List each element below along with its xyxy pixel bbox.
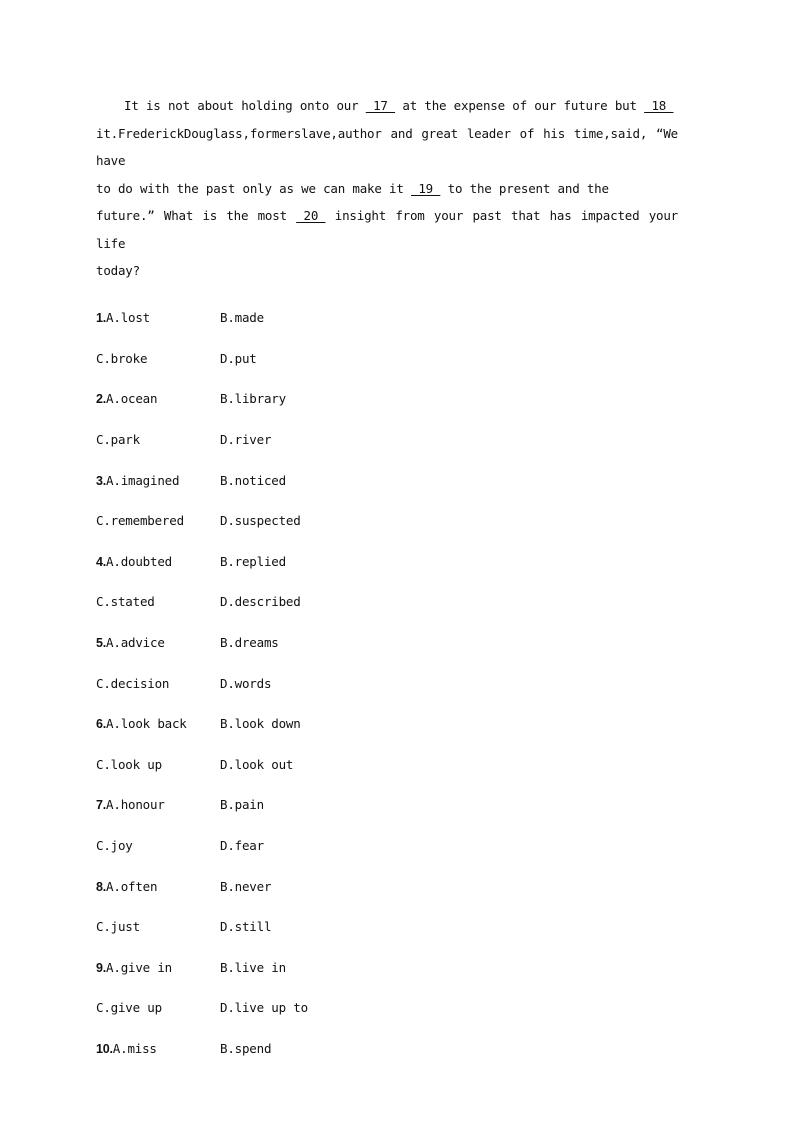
question-option-row — [96, 500, 678, 541]
option-right — [220, 391, 286, 406]
option-text: C.remembered — [96, 513, 184, 529]
question-number-dot: . — [102, 473, 107, 488]
option-left — [96, 1000, 220, 1015]
question-option-row — [96, 541, 678, 582]
question-option-row — [96, 1028, 678, 1069]
option-left — [96, 513, 220, 528]
option-right — [220, 919, 271, 934]
passage-text: at the expense of our future but — [395, 98, 645, 113]
option-right — [220, 1000, 308, 1015]
question-option-row — [96, 866, 678, 907]
question-list — [96, 298, 678, 1069]
question-option-row — [96, 419, 678, 460]
option-text: A.imagined — [106, 472, 180, 488]
question-number-dot: . — [102, 636, 107, 651]
option-text: A.honour — [106, 797, 165, 813]
option-text: D.still — [220, 919, 272, 935]
option-text: C.broke — [96, 350, 148, 366]
question-number: 3 — [96, 473, 103, 488]
option-left — [96, 919, 220, 934]
option-text: B.never — [220, 878, 272, 894]
option-left — [96, 310, 220, 325]
option-left — [96, 797, 220, 812]
option-right — [220, 310, 264, 325]
question-number-dot: . — [102, 879, 107, 894]
option-left — [96, 879, 220, 894]
question-number-dot: . — [102, 960, 107, 975]
answer-blank: 19 — [411, 180, 441, 196]
option-text: B.dreams — [220, 635, 279, 651]
question-number: 2 — [96, 392, 103, 407]
option-left — [96, 391, 220, 406]
option-text: C.decision — [96, 675, 170, 691]
option-right — [220, 1041, 271, 1056]
option-text: D.described — [220, 594, 301, 610]
question-number-dot: . — [102, 798, 107, 813]
option-left — [96, 594, 220, 609]
option-text: D.river — [220, 432, 272, 448]
question-number: 8 — [96, 879, 103, 894]
option-right — [220, 594, 301, 609]
question-option-row — [96, 460, 678, 501]
option-right — [220, 757, 293, 772]
option-left — [96, 757, 220, 772]
option-right — [220, 635, 279, 650]
option-text: D.live up to — [220, 1000, 308, 1016]
option-right — [220, 432, 271, 447]
option-left — [96, 960, 220, 975]
question-number: 10 — [96, 1041, 110, 1056]
question-number: 9 — [96, 960, 103, 975]
option-text: D.words — [220, 675, 272, 691]
passage-text: it.FrederickDouglass,formerslave,author and great leader of his time,said, “We have — [96, 125, 678, 168]
option-text: A.doubted — [106, 553, 172, 569]
option-text: D.put — [220, 350, 257, 366]
question-number-dot: . — [102, 554, 107, 569]
option-text: C.look up — [96, 756, 162, 772]
passage-text: insight from your past that has impacted your life — [96, 208, 679, 251]
question-number: 5 — [96, 636, 103, 651]
option-text: B.look down — [220, 716, 301, 732]
option-text: B.spend — [220, 1040, 272, 1056]
question-number: 1 — [96, 311, 103, 326]
option-left — [96, 1041, 220, 1056]
option-left — [96, 838, 220, 853]
question-option-row — [96, 298, 678, 339]
option-text: B.noticed — [220, 472, 286, 488]
answer-blank: 20 — [296, 208, 326, 223]
document-page — [96, 92, 678, 1069]
option-right — [220, 473, 286, 488]
question-option-row — [96, 785, 678, 826]
question-option-row — [96, 947, 678, 988]
question-option-row — [96, 744, 678, 785]
passage-text: future.” What is the most — [96, 208, 297, 223]
option-right — [220, 797, 264, 812]
option-right — [220, 676, 271, 691]
option-text: A.lost — [106, 310, 151, 326]
option-text: A.miss — [112, 1040, 157, 1056]
question-number: 7 — [96, 798, 103, 813]
option-left — [96, 554, 220, 569]
option-text: B.library — [220, 391, 286, 407]
question-option-row — [96, 622, 678, 663]
option-right — [220, 716, 301, 731]
option-text: C.give up — [96, 1000, 162, 1016]
option-text: B.pain — [220, 797, 264, 813]
answer-blank: 18 — [644, 98, 674, 113]
option-left — [96, 635, 220, 650]
option-text: C.park — [96, 432, 140, 448]
option-right — [220, 879, 271, 894]
option-text: A.look back — [106, 716, 187, 732]
question-option-row — [96, 825, 678, 866]
option-text: C.just — [96, 919, 140, 935]
question-number-dot: . — [102, 311, 107, 326]
option-text: A.ocean — [106, 391, 158, 407]
passage-text: today? — [96, 263, 140, 278]
option-left — [96, 432, 220, 447]
option-text: A.often — [106, 878, 158, 894]
option-right — [220, 351, 257, 366]
option-text: A.give in — [106, 959, 172, 975]
question-option-row — [96, 988, 678, 1029]
question-option-row — [96, 379, 678, 420]
option-text: C.stated — [96, 594, 155, 610]
option-right — [220, 960, 286, 975]
question-number: 6 — [96, 717, 103, 732]
passage-text: It is not about holding onto our — [124, 98, 366, 113]
option-text: B.live in — [220, 959, 286, 975]
answer-blank: 17 — [365, 98, 396, 113]
option-left — [96, 351, 220, 366]
question-number-dot: . — [102, 717, 107, 732]
question-number-dot: . — [102, 392, 107, 407]
passage-text: to do with the past only as we can make it — [96, 180, 412, 196]
option-left — [96, 676, 220, 691]
option-right — [220, 513, 301, 528]
option-text: D.suspected — [220, 513, 301, 529]
option-text: B.made — [220, 310, 264, 326]
passage-paragraph — [96, 92, 678, 285]
option-text: A.advice — [106, 635, 165, 651]
question-number: 4 — [96, 554, 103, 569]
option-text: D.fear — [220, 838, 264, 854]
question-option-row — [96, 663, 678, 704]
option-left — [96, 473, 220, 488]
option-text: C.joy — [96, 838, 133, 854]
option-right — [220, 838, 264, 853]
question-option-row — [96, 906, 678, 947]
option-left — [96, 716, 220, 731]
question-number-dot: . — [109, 1041, 113, 1056]
question-option-row — [96, 703, 678, 744]
question-option-row — [96, 338, 678, 379]
question-option-row — [96, 582, 678, 623]
option-right — [220, 554, 286, 569]
passage-text: to the present and the — [440, 180, 609, 196]
option-text: B.replied — [220, 553, 286, 569]
option-text: D.look out — [220, 756, 294, 772]
